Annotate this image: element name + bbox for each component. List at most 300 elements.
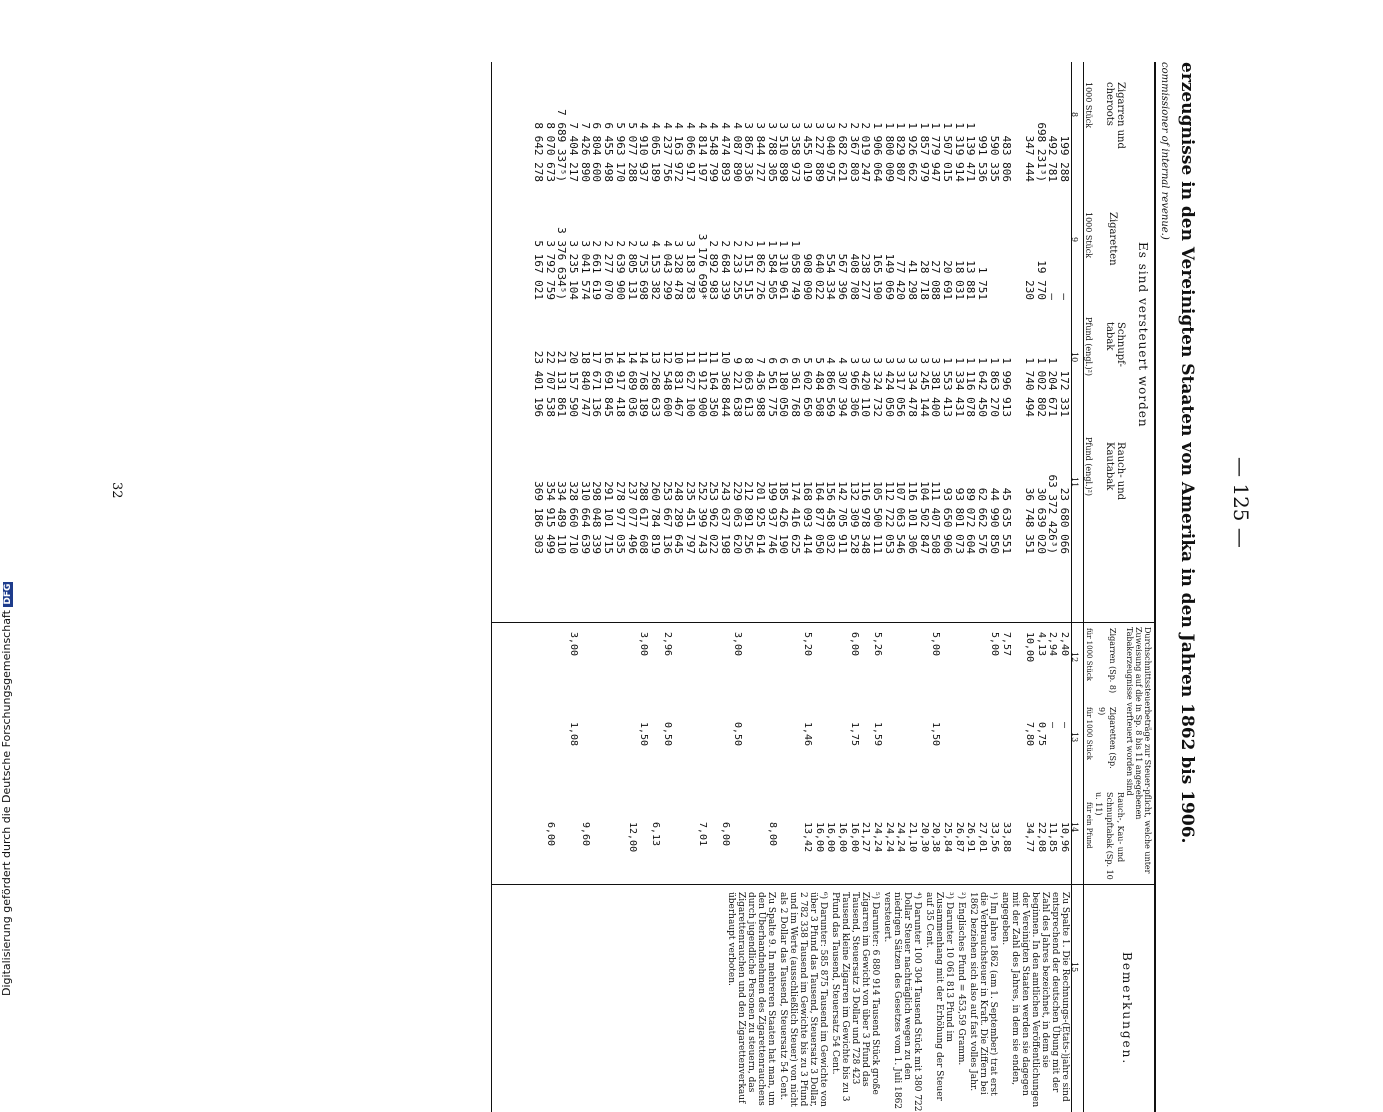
cell-c10-row-16: 3 324 732 — [871, 357, 884, 417]
cell-c10-row-42: 20 157 590 — [567, 350, 581, 417]
cell-c8-row-28: 4 087 890 — [730, 122, 744, 182]
cell-c14-row-6: 33,56 — [988, 822, 1000, 853]
cell-c10-row-1: 1 204 671 — [1046, 357, 1060, 417]
cell-c14-row-40 — [591, 822, 603, 877]
remarks-header: Bemerkungen. — [1120, 952, 1134, 1066]
cell-c12-row-39 — [603, 632, 615, 692]
cell-c13-row-45 — [532, 722, 544, 782]
cell-c11-row-18: 132 309 528 — [847, 481, 861, 554]
cell-c8-row-17: 2 019 247 — [859, 122, 873, 182]
cell-c12-row-3: 10,00 — [1023, 632, 1035, 663]
cell-c11-row-27: 212 891 256 — [742, 481, 756, 554]
cell-c10-row-37: 14 689 036 — [625, 350, 639, 417]
rotated-table-page — [109, 62, 1253, 1112]
cell-c9-row-5 — [1000, 190, 1012, 300]
cell-c10-row-38: 14 917 418 — [613, 350, 627, 417]
cell-c14-row-13: 21,10 — [907, 822, 919, 853]
cell-c9-row-10: 20 691 — [941, 260, 955, 300]
cell-c12-row-35 — [649, 632, 661, 692]
cell-c11-row-12: 104 502 847 — [917, 481, 931, 554]
column-avg-cigarettes — [532, 722, 1070, 782]
cell-c14-row-24 — [778, 822, 790, 877]
vertical-rule-remarks — [492, 884, 1156, 885]
cell-c8-row-40: 6 804 600 — [590, 122, 604, 182]
cell-c11-row-3: 36 748 351 — [1022, 487, 1036, 554]
cell-c10-row-44: 22 707 538 — [543, 350, 557, 417]
cell-c10-row-35: 13 268 633 — [648, 350, 662, 417]
cell-c9-row-26: 1 862 726 — [754, 240, 768, 300]
cell-c8-row-6: 590 335 — [987, 135, 1001, 182]
cell-c13-row-17 — [860, 722, 872, 782]
cell-c9-row-24: 1 310 961 — [777, 240, 791, 300]
cell-c8-row-9: 1 319 914 — [952, 122, 966, 182]
cell-c13-row-26 — [754, 722, 766, 782]
cell-c8-row-38: 5 963 170 — [613, 122, 627, 182]
cell-c10-row-30: 11 164 350 — [707, 350, 721, 417]
cell-c8-row-18: 2 367 803 — [847, 122, 861, 182]
cell-c14-row-36 — [638, 822, 650, 877]
cell-c14-row-26 — [754, 822, 766, 877]
cell-c11-row-32: 235 451 797 — [684, 481, 697, 554]
cell-c14-row-17: 21,27 — [860, 822, 872, 853]
remark-4: ⁴) Darunter 100 304 Tausend Stück mit 380 722 Dollar Steuer nachträglich wegen zu den niedrigen Sätzen des Gesetzes vom 1. Juli 1862 versteuert. — [882, 892, 922, 1112]
cell-c10-row-22: 5 602 650 — [800, 357, 814, 417]
cell-c13-row-0: — — [1059, 722, 1070, 729]
cell-c12-row-41 — [579, 632, 591, 692]
cell-c13-row-30 — [708, 722, 720, 782]
cell-c9-row-43: 3 376 634⁵) — [555, 227, 569, 300]
cell-c10-row-39: 16 691 845 — [602, 350, 616, 417]
cell-c11-row-15: 112 722 053 — [882, 481, 896, 554]
cell-c14-row-16: 24,24 — [872, 822, 883, 853]
cell-c13-row-28: 0,50 — [731, 722, 743, 747]
cell-c14-row-5: 33,88 — [1000, 822, 1012, 853]
cell-c9-row-11: 27 088 — [929, 260, 943, 300]
col13-label: Zigaretten (Sp. 9) — [1097, 707, 1117, 769]
cell-c13-row-19 — [836, 722, 848, 782]
cell-c14-row-2: 22,08 — [1035, 822, 1047, 853]
cell-c9-row-35: 4 153 382 — [648, 240, 662, 300]
cell-c8-row-43: 7 689 337⁵) — [555, 109, 569, 182]
cell-c8-row-21: 3 227 889 — [812, 122, 826, 182]
cell-c11-row-26: 201 925 614 — [754, 481, 768, 554]
cell-c13-row-15 — [883, 722, 895, 782]
cell-c12-row-45 — [532, 632, 544, 692]
cell-c13-row-24 — [778, 722, 790, 782]
cell-c11-row-23: 174 416 625 — [789, 481, 803, 554]
remark-2: ²) Englisches Pfund = 453,59 Gramm. — [956, 892, 966, 1066]
cell-c14-row-11: 20,38 — [930, 822, 942, 853]
cell-c8-row-5: 483 806 — [999, 135, 1013, 182]
cell-c13-row-4 — [1012, 722, 1024, 782]
cell-c8-row-10: 1 507 015 — [941, 122, 955, 182]
col9-unit: 1000 Stück — [1084, 212, 1093, 259]
cell-c14-row-34 — [661, 822, 673, 877]
cell-c11-row-7: 62 662 576 — [976, 487, 990, 554]
col8-unit: 1000 Stück — [1084, 82, 1093, 129]
cell-c13-row-36: 1,50 — [638, 722, 650, 747]
cell-c14-row-23 — [790, 822, 802, 877]
cell-c14-row-30 — [708, 822, 720, 877]
cell-c11-row-2: 30 639 020 — [1034, 487, 1048, 554]
cell-c10-row-40: 17 671 136 — [590, 350, 604, 417]
cell-c8-row-1: 492 781 — [1046, 135, 1060, 182]
cell-c8-row-15: 1 800 009 — [882, 122, 896, 182]
cell-c8-row-7: 991 536 — [976, 135, 990, 182]
cell-c10-row-34: 12 548 600 — [660, 350, 674, 417]
cell-c11-row-21: 164 877 050 — [812, 481, 826, 554]
col8-number: 8 — [1070, 112, 1079, 118]
cell-c14-row-19: 16,00 — [836, 822, 848, 853]
cell-c10-row-29: 10 368 844 — [719, 350, 733, 417]
cell-c13-row-18: 1,75 — [848, 722, 860, 747]
cell-c12-row-40 — [591, 632, 603, 692]
cell-c9-row-44: 3 792 759 — [543, 240, 557, 300]
cell-c11-row-39: 291 101 715 — [602, 481, 616, 554]
cell-c12-row-20 — [825, 632, 837, 692]
cell-c10-row-15: 3 424 050 — [882, 357, 896, 417]
cell-c8-row-37: 5 077 288 — [625, 122, 639, 182]
cell-c13-row-1: — — [1047, 722, 1059, 729]
cell-c12-row-10 — [941, 632, 953, 692]
cell-c14-row-12: 20,30 — [918, 822, 930, 853]
cell-c12-row-13 — [906, 632, 918, 692]
cell-c9-row-20: 554 334 — [824, 253, 838, 300]
cell-c10-row-3: 1 740 494 — [1022, 357, 1036, 417]
cell-c14-row-14: 24,24 — [895, 822, 907, 853]
cell-c10-row-18: 3 966 306 — [847, 357, 861, 417]
cell-c13-row-41 — [579, 722, 591, 782]
cell-c8-row-34: 4 237 756 — [660, 122, 674, 182]
cell-c9-row-25: 1 584 505 — [765, 240, 779, 300]
cell-c14-row-33 — [673, 822, 685, 877]
cell-c12-row-24 — [778, 632, 790, 692]
cell-c10-row-13: 3 334 478 — [906, 357, 920, 417]
cell-c13-row-21 — [813, 722, 825, 782]
cell-c13-row-40 — [591, 722, 603, 782]
cell-c8-row-14: 1 829 807 — [894, 122, 908, 182]
cell-c11-row-4 — [1012, 424, 1024, 554]
cell-c12-row-17 — [860, 632, 872, 692]
cell-c11-row-5: 45 635 551 — [999, 487, 1013, 554]
top-rule — [1154, 62, 1156, 1112]
cell-c13-row-35 — [649, 722, 661, 782]
cell-c14-row-38 — [614, 822, 626, 877]
cell-c13-row-9 — [953, 722, 965, 782]
cell-c14-row-15: 24,24 — [883, 822, 895, 853]
cell-c10-row-12: 3 245 144 — [917, 357, 931, 417]
cell-c9-row-27: 2 151 515 — [742, 240, 756, 300]
cell-c14-row-32 — [684, 822, 696, 877]
cell-c10-row-31: 11 912 900 — [695, 350, 709, 417]
col11-unit: Pfund (engl.)²) — [1084, 437, 1093, 496]
cell-c14-row-1: 11,85 — [1047, 822, 1059, 853]
remark-0: Zu Spalte 1. Die Rechnungs-(Etats-)jahre sind entsprechend der deutschen Übung mit der Zahl des Jahres bezeichnet, in dem sie beginnen. In den amtlichen Veröffentlichungen der Vereinigten Staaten werden sie dagegen mit der Zahl des Jahres, in dem sie enden, angegeben. — [1000, 892, 1070, 1108]
page-subtitle: commissioner of internal revenue.) — [1159, 62, 1170, 240]
cell-c8-row-26: 3 844 727 — [754, 122, 768, 182]
cell-c13-row-20 — [825, 722, 837, 782]
cell-c12-row-0: 2,40 — [1059, 632, 1070, 657]
cell-c8-row-3: 347 444 — [1022, 135, 1036, 182]
cell-c13-row-34: 0,50 — [661, 722, 673, 747]
cell-c9-row-34: 4 043 299 — [660, 240, 674, 300]
cell-c9-row-29: 2 684 339 — [719, 240, 733, 300]
col14-label: Rauch-, Kau- und Schnupftabak (Sp. 10 u. 11) — [1094, 792, 1125, 880]
cell-c11-row-30: 253 962 022 — [707, 481, 721, 554]
cell-c12-row-18: 6,00 — [848, 632, 860, 657]
cell-c11-row-13: 116 101 306 — [906, 481, 920, 554]
cell-c9-row-13: 41 298 — [906, 260, 920, 300]
cell-c12-row-38 — [614, 632, 626, 692]
col12-number: 12 — [1070, 652, 1079, 663]
cell-c13-row-13 — [906, 722, 918, 782]
cell-c11-row-10: 93 650 906 — [941, 487, 955, 554]
col11-number: 11 — [1070, 477, 1079, 488]
cell-c13-row-27 — [743, 722, 755, 782]
col14-unit: für ein Pfund — [1085, 802, 1093, 849]
cell-c14-row-10: 25,84 — [942, 822, 954, 853]
page-title: erzeugnisse in den Vereinigten Staaten von Amerika in den Jahren 1862 bis 1906. — [1177, 62, 1197, 844]
cell-c8-row-25: 3 788 305 — [765, 122, 779, 182]
col13-number: 13 — [1070, 732, 1079, 743]
cell-c12-row-5: 7,57 — [1000, 632, 1012, 657]
cell-c13-row-42: 1,08 — [568, 722, 580, 747]
cell-c10-row-9: 1 334 431 — [952, 357, 966, 417]
cell-c10-row-36: 14 768 189 — [637, 350, 651, 417]
cell-c13-row-43 — [556, 722, 568, 782]
cell-c13-row-16: 1,59 — [872, 722, 883, 747]
cell-c9-row-16: 165 190 — [871, 253, 884, 300]
cell-c11-row-0: 23 680 066 — [1058, 487, 1071, 554]
cell-c11-row-9: 93 801 073 — [952, 487, 966, 554]
cell-c8-row-22: 3 455 019 — [800, 122, 814, 182]
cell-c10-row-32: 11 627 100 — [684, 350, 697, 417]
cell-c14-row-4 — [1012, 822, 1024, 877]
cell-c9-row-21: 640 022 — [812, 253, 826, 300]
cell-c10-row-8: 1 116 078 — [964, 357, 978, 417]
col12-label: Zigarren (Sp. 8) — [1108, 628, 1117, 694]
cell-c9-row-38: 2 639 900 — [613, 240, 627, 300]
cell-c13-row-38 — [614, 722, 626, 782]
cell-c9-row-19: 567 396 — [835, 253, 849, 300]
cell-c10-row-24: 6 180 050 — [777, 357, 791, 417]
cell-c9-row-6 — [988, 190, 1000, 300]
cell-c10-row-26: 7 436 988 — [754, 357, 768, 417]
cell-c14-row-45 — [532, 822, 544, 877]
cell-c8-row-20: 3 040 975 — [824, 122, 838, 182]
cell-c8-row-32: 4 066 917 — [684, 122, 697, 182]
cell-c12-row-26 — [754, 632, 766, 692]
column-snuff — [532, 307, 1070, 417]
cell-c12-row-4 — [1012, 632, 1024, 692]
credit-text: Digitalisierung gefördert durch die Deutsche Forschungsgemeinschaft — [0, 610, 13, 996]
cell-c11-row-38: 278 977 035 — [613, 481, 627, 554]
colnum-rule — [1071, 62, 1072, 1112]
cell-c12-row-12 — [918, 632, 930, 692]
cell-c11-row-40: 298 048 339 — [590, 481, 604, 554]
cell-c10-row-10: 1 553 413 — [941, 357, 955, 417]
cell-c14-row-22: 13,42 — [801, 822, 813, 853]
cell-c9-row-4 — [1012, 190, 1024, 300]
cell-c12-row-11: 5,00 — [930, 632, 942, 657]
column-cigarettes — [532, 190, 1070, 300]
cell-c10-row-41: 18 840 747 — [578, 350, 592, 417]
cell-c9-row-28: 2 233 255 — [730, 240, 744, 300]
column-avg-tobacco — [532, 822, 1070, 877]
cell-c10-row-6: 1 863 270 — [987, 357, 1001, 417]
col9-number: 9 — [1070, 237, 1079, 243]
cell-c10-row-14: 3 317 056 — [894, 357, 908, 417]
cell-c12-row-1: 2,94 — [1047, 632, 1059, 657]
cell-c10-row-5: 1 996 913 — [999, 357, 1013, 417]
cell-c14-row-25: 8,00 — [766, 822, 778, 847]
col15-number: 15 — [1070, 962, 1079, 973]
cell-c13-row-25 — [766, 722, 778, 782]
cell-c8-row-33: 4 163 972 — [672, 122, 686, 182]
cell-c8-row-44: 8 070 673 — [543, 122, 557, 182]
cell-c12-row-2: 4,13 — [1035, 632, 1047, 657]
cell-c8-row-29: 4 474 893 — [719, 122, 733, 182]
taxed-group-header: Es sind versteuert worden — [1136, 242, 1150, 428]
cell-c14-row-37: 12,00 — [626, 822, 638, 853]
bottom-rule — [491, 62, 492, 1112]
cell-c9-row-39: 2 277 070 — [602, 240, 616, 300]
cell-c10-row-7: 1 642 450 — [976, 357, 990, 417]
cell-c11-row-11: 111 407 508 — [929, 481, 943, 554]
cell-c8-row-31: 4 814 197 — [695, 122, 709, 182]
cell-c11-row-19: 142 705 911 — [835, 481, 849, 554]
cell-c11-row-31: 252 399 743 — [695, 481, 709, 554]
cell-c8-row-41: 7 426 890 — [578, 122, 592, 182]
cell-c9-row-37: 2 805 131 — [625, 240, 639, 300]
cell-c11-row-35: 260 784 819 — [648, 481, 662, 554]
cell-c12-row-27 — [743, 632, 755, 692]
cell-c14-row-31: 7,01 — [696, 822, 708, 847]
col9-label: Zigaretten — [1107, 212, 1118, 266]
cell-c12-row-28: 3,00 — [731, 632, 743, 657]
cell-c8-row-2: 698 231³) — [1034, 122, 1048, 182]
cell-c9-row-30: 2 892 983 — [707, 240, 721, 300]
cell-c13-row-14 — [895, 722, 907, 782]
col14-number: 14 — [1070, 822, 1079, 833]
col13-unit: für 1000 Stück — [1085, 707, 1093, 760]
vertical-rule-avg — [492, 622, 1156, 623]
cell-c9-row-32: 3 183 783 — [684, 240, 697, 300]
cell-c14-row-35: 6,13 — [649, 822, 661, 847]
cell-c8-row-0: 199 288 — [1058, 135, 1071, 182]
cell-c11-row-42: 328 660 710 — [567, 481, 581, 554]
cell-c14-row-0: 10,96 — [1059, 822, 1070, 853]
cell-c13-row-10 — [941, 722, 953, 782]
cell-c8-row-35: 4 065 189 — [648, 122, 662, 182]
cell-c13-row-31 — [696, 722, 708, 782]
cell-c14-row-28 — [731, 822, 743, 877]
cell-c11-row-41: 310 664 639 — [578, 481, 592, 554]
cell-c10-row-19: 4 307 394 — [835, 357, 849, 417]
cell-c13-row-32 — [684, 722, 696, 782]
cell-c11-row-34: 253 667 136 — [660, 481, 674, 554]
cell-c8-row-27: 3 867 336 — [742, 122, 756, 182]
cell-c8-row-30: 4 548 799 — [707, 122, 721, 182]
cell-c12-row-19 — [836, 632, 848, 692]
cell-c12-row-25 — [766, 632, 778, 692]
cell-c9-row-0: — — [1058, 293, 1071, 300]
cell-c11-row-22: 168 093 414 — [800, 481, 814, 554]
cell-c8-row-8: 1 139 471 — [964, 122, 978, 182]
cell-c13-row-6 — [988, 722, 1000, 782]
col10-number: 10 — [1070, 352, 1079, 363]
cell-c13-row-29 — [719, 722, 731, 782]
col11-label: Rauch- und Kautabak — [1104, 442, 1126, 501]
cell-c9-row-18: 408 708 — [847, 253, 861, 300]
cell-c12-row-33 — [673, 632, 685, 692]
cell-c11-row-14: 107 063 546 — [894, 481, 908, 554]
cell-c8-row-36: 4 910 937 — [637, 122, 651, 182]
cell-c10-row-2: 1 002 802 — [1034, 357, 1048, 417]
cell-c11-row-45: 369 186 303 — [532, 481, 546, 554]
cell-c8-row-19: 2 682 621 — [835, 122, 849, 182]
cell-c13-row-12 — [918, 722, 930, 782]
cell-c10-row-11: 3 381 400 — [929, 357, 943, 417]
remark-3: ³) Darunter 10 061 813 Pfund im Zusammenhang mit der Erhöhung der Steuer auf 35 Cent. — [924, 892, 954, 1101]
cell-c12-row-44 — [544, 632, 556, 692]
cell-c14-row-20: 16,00 — [825, 822, 837, 853]
cell-c14-row-3: 34,77 — [1023, 822, 1035, 853]
cell-c12-row-31 — [696, 632, 708, 692]
col8-label: Zigarren und cheroots — [1104, 82, 1126, 149]
remark-5: ⁵) Darunter: 6 880 914 Tausend Stück große Zigarren im Gewicht von über 3 Pfund das Tausend, Steuersatz 3 Dollar und 728 423 Tausend kleine Zigarren im Gewichte bis zu 3 Pfund das Tausend, Steuersatz 54 Cent. — [830, 892, 880, 1102]
cell-c11-row-6: 44 990 850 — [987, 487, 1001, 554]
cell-c11-row-43: 334 489 110 — [555, 481, 569, 554]
cell-c10-row-17: 3 420 110 — [859, 357, 873, 417]
column-smoking-tobacco — [532, 424, 1070, 554]
cell-c11-row-25: 199 937 746 — [765, 481, 779, 554]
cell-c10-row-25: 6 561 775 — [765, 357, 779, 417]
cell-c12-row-29 — [719, 632, 731, 692]
cell-c10-row-20: 4 866 569 — [824, 357, 838, 417]
cell-c14-row-42 — [567, 822, 579, 877]
remark-1: ¹) Im Jahre 1862 (am 1. September) trat erst die Verbrauchsteuer in Kraft. Die Ziffern bei 1862 beziehen sich also auf fast volles Jahr. — [968, 892, 998, 1096]
cell-c8-row-13: 1 926 662 — [906, 122, 920, 182]
cell-c11-row-16: 105 500 111 — [871, 481, 884, 554]
cell-c13-row-44 — [544, 722, 556, 782]
cell-c10-row-43: 21 131 861 — [555, 350, 569, 417]
cell-c9-row-9: 18 031 — [952, 260, 966, 300]
cell-c14-row-21: 16,00 — [813, 822, 825, 853]
cell-c12-row-8 — [965, 632, 977, 692]
cell-c9-row-3: 230 — [1022, 280, 1036, 300]
cell-c12-row-43 — [556, 632, 568, 692]
cell-c13-row-37 — [626, 722, 638, 782]
cell-c13-row-39 — [603, 722, 615, 782]
cell-c14-row-39 — [603, 822, 615, 877]
remark-6: ⁶) Darunter: 585 875 Tausend im Gewichte von über 3 Pfund das Tausend, Steuersatz 3 Dollar, 2 782 338 Tausend im Gewichte bis zu 3 Pfund und im Werte (ausschließlich Steuer) von nicht als 2 Dollar das Tausend, Steuersatz 54 Cent. — [778, 892, 828, 1107]
cell-c8-row-39: 6 455 498 — [602, 122, 616, 182]
page-number-top: — 125 — — [1229, 457, 1253, 548]
cell-c11-row-8: 89 072 604 — [964, 487, 978, 554]
cell-c13-row-3: 7,80 — [1023, 722, 1035, 747]
cell-c13-row-2: 0,75 — [1035, 722, 1047, 747]
cell-c9-row-17: 238 277 — [859, 253, 873, 300]
cell-c14-row-8: 26,91 — [965, 822, 977, 853]
cell-c12-row-42: 3,00 — [568, 632, 580, 657]
remarks-column — [724, 892, 1070, 1112]
cell-c8-row-24: 3 510 898 — [777, 122, 791, 182]
digitization-credit — [0, 579, 13, 996]
cell-c9-row-22: 908 090 — [800, 253, 814, 300]
cell-c11-row-33: 248 289 645 — [672, 481, 686, 554]
cell-c8-row-11: 1 779 947 — [929, 122, 943, 182]
